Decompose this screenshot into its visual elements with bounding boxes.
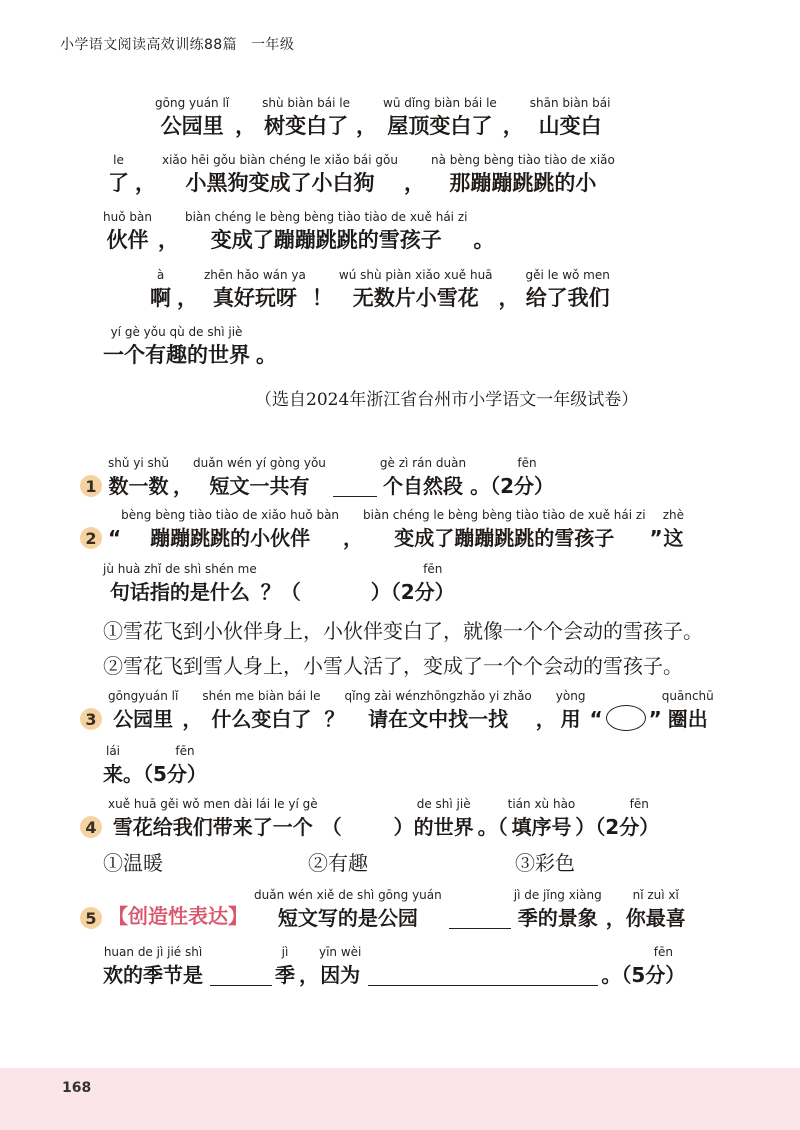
pinyin: nà bèng bèng tiào tiào de xiǎo bbox=[430, 153, 615, 167]
punctuation bbox=[503, 96, 524, 142]
text-unit bbox=[155, 96, 229, 142]
answer-blank[interactable] bbox=[368, 964, 598, 986]
pinyin: zhēn hǎo wán ya bbox=[204, 268, 306, 282]
option-2: ②有趣 bbox=[308, 851, 368, 875]
text-unit bbox=[108, 153, 129, 199]
pinyin: yí gè yǒu qù de shì jiè bbox=[110, 325, 243, 339]
book-title: 小学语文阅读高效训练88篇 bbox=[60, 37, 238, 53]
creative-expression-tag: 【创造性表达】 bbox=[108, 904, 248, 928]
hanzi: 变成了蹦蹦跳跳的雪孩子 bbox=[210, 228, 442, 252]
text-unit bbox=[526, 268, 610, 314]
passage-line bbox=[103, 325, 283, 371]
question-4: 4 xuě huā gěi wǒ men dài lái le yí gè 雪花给我们带来了一个 （ ） de shì jiè 的世界 。（ tián xù hào 填序号 fēn ）（2分） bbox=[80, 797, 659, 843]
question-2: 2 “ bèng bèng tiào tiào de xiǎo huǒ bàn 蹦蹦跳跳的小伙伴 ， biàn chéng le bèng bèng tiào tiào de xuě hái zi 变成了蹦蹦跳跳的雪孩子 ” zhè 这 bbox=[80, 508, 688, 554]
option-1: ①温暖 bbox=[103, 851, 163, 875]
hanzi: 了 bbox=[108, 171, 129, 195]
pinyin: shù biàn bái le bbox=[262, 96, 350, 110]
pinyin: wū dǐng biàn bái le bbox=[383, 96, 497, 110]
punctuation bbox=[158, 210, 179, 256]
text-unit bbox=[185, 210, 468, 256]
question-5-line-2: huan de jì jié shì 欢的季节是 jì 季 ， yīn wèi 因为 fēn 。（5分） bbox=[103, 945, 686, 987]
hanzi: ， bbox=[403, 171, 425, 195]
hanzi: ， bbox=[157, 228, 179, 252]
hanzi: 小黑狗变成了小白狗 bbox=[185, 171, 375, 195]
question-3: 3 gōngyuán lǐ 公园里 ， shén me biàn bái le 什么变白了 ？ qǐng zài wénzhōngzhǎo yi zhǎo 请在文中找一找 ， yòng 用 “ ” quānchū 圈出 bbox=[80, 689, 718, 735]
passage-line bbox=[108, 153, 621, 199]
punctuation bbox=[499, 268, 520, 314]
question-number: 1 bbox=[80, 475, 102, 497]
pinyin: gōng yuán lǐ bbox=[155, 96, 230, 110]
hanzi: 公园里 bbox=[160, 114, 224, 138]
punctuation bbox=[235, 96, 256, 142]
question-1: 1 shǔ yi shǔ 数一数 ， duǎn wén yí gòng yǒu 短文一共有 gè zì rán duàn 个自然段 fēn 。（2分） bbox=[80, 456, 554, 502]
text-unit bbox=[262, 96, 350, 142]
hanzi: 伙伴 bbox=[106, 228, 149, 252]
hanzi: 那蹦蹦跳跳的小 bbox=[449, 171, 597, 195]
pinyin: gěi le wǒ men bbox=[525, 268, 610, 282]
hanzi: ， bbox=[177, 286, 198, 310]
text-unit bbox=[204, 268, 306, 314]
hanzi: ， bbox=[502, 114, 524, 138]
page-footer bbox=[0, 1068, 800, 1130]
punctuation bbox=[135, 153, 156, 199]
hanzi: 啊 bbox=[150, 286, 171, 310]
question-number: 3 bbox=[80, 708, 102, 730]
hanzi: 屋顶变白了 bbox=[387, 114, 493, 138]
pinyin: biàn chéng le bèng bèng tiào tiào de xuě hái zi bbox=[184, 210, 468, 224]
text-unit bbox=[530, 96, 611, 142]
hanzi: 。 bbox=[473, 228, 495, 252]
text-unit bbox=[339, 268, 493, 314]
hanzi: ， bbox=[356, 114, 377, 138]
hanzi: ！ bbox=[311, 286, 333, 310]
question-number: 5 bbox=[80, 907, 102, 929]
question-2-line-2: jù huà zhǐ de shì shén me 句话指的是什么 ？（ fēn ）（2分） bbox=[103, 562, 455, 604]
hanzi: 山变白 bbox=[538, 114, 602, 138]
hanzi: ， bbox=[498, 286, 520, 310]
hanzi: 树变白了 bbox=[264, 114, 349, 138]
hanzi: 无数片小雪花 bbox=[352, 286, 479, 310]
passage-source: （选自2024年浙江省台州市小学语文一年级试卷） bbox=[255, 390, 639, 410]
option-2: ②雪花飞到雪人身上，小雪人活了，变成了一个个会动的雪孩子。 bbox=[103, 654, 683, 678]
hanzi: 。 bbox=[256, 343, 277, 367]
passage-line bbox=[103, 210, 500, 256]
question-5: 5 【创造性表达】 duǎn wén xiě de shì gōng yuán 短文写的是公园 jì de jǐng xiàng 季的景象 ， nǐ zuì xǐ 你最喜 bbox=[80, 888, 690, 934]
text-unit bbox=[162, 153, 398, 199]
punctuation bbox=[404, 153, 425, 199]
question-number: 2 bbox=[80, 527, 102, 549]
punctuation bbox=[312, 268, 333, 314]
hanzi: ， bbox=[135, 171, 156, 195]
answer-blank[interactable] bbox=[333, 475, 377, 497]
text-unit bbox=[431, 153, 615, 199]
punctuation bbox=[256, 325, 277, 371]
grade-label: 一年级 bbox=[251, 37, 295, 53]
question-3-line-2: lái 来 fēn 。（5分） bbox=[103, 744, 207, 786]
pinyin: shān biàn bái bbox=[529, 96, 611, 110]
page-header bbox=[60, 34, 294, 54]
pinyin: wú shù piàn xiǎo xuě huā bbox=[338, 268, 493, 282]
punctuation bbox=[177, 268, 198, 314]
text-unit bbox=[103, 210, 152, 256]
pinyin: huǒ bàn bbox=[103, 210, 152, 224]
circle-symbol bbox=[606, 705, 646, 731]
answer-blank[interactable] bbox=[210, 964, 272, 986]
question-number: 4 bbox=[80, 816, 102, 838]
option-3: ③彩色 bbox=[515, 851, 575, 875]
option-1: ①雪花飞到小伙伴身上，小伙伴变白了，就像一个个会动的雪孩子。 bbox=[103, 619, 703, 643]
pinyin: à bbox=[156, 268, 165, 282]
hanzi: 给了我们 bbox=[525, 286, 610, 310]
passage-line bbox=[155, 96, 616, 142]
hanzi: ， bbox=[235, 114, 257, 138]
passage-line bbox=[150, 268, 616, 314]
punctuation bbox=[356, 96, 377, 142]
text-unit bbox=[383, 96, 497, 142]
text-unit bbox=[103, 325, 250, 371]
punctuation bbox=[473, 210, 494, 256]
page-number: 168 bbox=[62, 1080, 92, 1096]
hanzi: 真好玩呀 bbox=[212, 286, 297, 310]
text-unit bbox=[150, 268, 171, 314]
answer-blank[interactable] bbox=[449, 907, 511, 929]
pinyin: xiǎo hēi gǒu biàn chéng le xiǎo bái gǒu bbox=[162, 153, 398, 167]
pinyin: le bbox=[113, 153, 124, 167]
hanzi: 一个有趣的世界 bbox=[103, 343, 250, 367]
